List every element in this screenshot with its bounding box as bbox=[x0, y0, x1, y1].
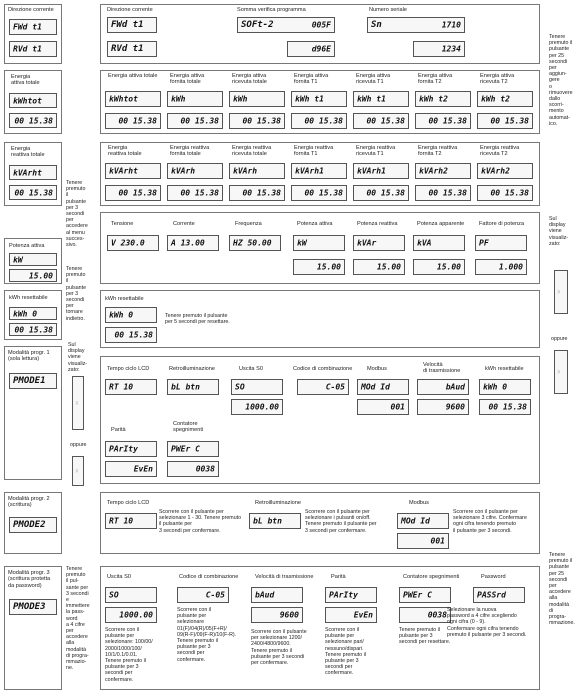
lcd-display: PWEr C bbox=[167, 441, 219, 457]
lcd-display: 00 15.38 bbox=[105, 327, 157, 343]
note-autoscroll: Tenere premuto il pulsante per 25 secondi per aggiun- gere o rimuovere dallo scorri- mento automat- ico. bbox=[549, 34, 573, 127]
note-display: Sul display viene visualiz- zato: bbox=[68, 342, 88, 373]
lcd-display: FWd t1 bbox=[107, 17, 157, 33]
lcd-display: 00 15.38 bbox=[9, 113, 57, 128]
lcd-display: 00 15.38 bbox=[479, 399, 531, 415]
lcd-display: EvEn bbox=[325, 607, 377, 623]
lcd-display: kVArh bbox=[167, 163, 223, 179]
oppure-label: oppure bbox=[70, 442, 87, 448]
energy-item bbox=[353, 71, 411, 133]
label: Modbus bbox=[409, 500, 429, 506]
note: Scorrere con il pulsante per selezionare 1200/ 2400/4800/9600. Tenere premuto il pulsante per 3 secondi per confermare. bbox=[251, 629, 307, 667]
lcd-display: 00 15.38 bbox=[415, 185, 471, 201]
lcd-display: kVArh bbox=[229, 163, 285, 179]
lcd-display: A 13.00 bbox=[167, 235, 219, 251]
label: Potenza reattiva bbox=[357, 221, 398, 227]
label: Energia attiva totale bbox=[108, 73, 158, 79]
lcd-display: kVArh2 bbox=[477, 163, 533, 179]
label: Uscita S0 bbox=[239, 366, 263, 372]
energy-item bbox=[229, 143, 287, 205]
lcd-display: PMODE3 bbox=[9, 599, 57, 615]
lcd-display: kVArh1 bbox=[291, 163, 347, 179]
lcd-display: kWh 0 bbox=[9, 307, 57, 320]
lcd-display: RVd t1 bbox=[9, 41, 57, 57]
energy-item bbox=[167, 71, 225, 133]
note: Tenere premuto il pulsante per 3 secondi per resettare. bbox=[399, 627, 451, 646]
label: kWh resettabile bbox=[9, 295, 48, 301]
lcd-display: SO bbox=[105, 587, 157, 603]
vertical-lcd: x bbox=[554, 350, 568, 394]
lcd-display: kWh t1 bbox=[353, 91, 409, 107]
label: Tempo ciclo LCD bbox=[107, 500, 150, 506]
label: Velocità di trasmissione bbox=[255, 574, 314, 580]
note: Scorrere con il pulsante per selezionare 1 - 30. Tenere premuto il pulsante per 3 secondi per confermare. bbox=[159, 509, 242, 534]
left-kwh-reset-box bbox=[4, 290, 62, 340]
lcd-display: kVArht bbox=[9, 165, 57, 180]
lcd-display: d96E bbox=[287, 41, 335, 57]
note-back: Tenere premuto il pulsante per 3 secondi per tornare indietro. bbox=[66, 266, 87, 322]
label: Modalità progr. 1 (sola lettura) bbox=[8, 350, 50, 363]
lcd-display: kWh t1 bbox=[291, 91, 347, 107]
lcd-display: 00 15.38 bbox=[353, 113, 409, 129]
lcd-display: kWh 0 bbox=[105, 307, 157, 323]
lcd-display: kW bbox=[293, 235, 345, 251]
label: Retroilluminazione bbox=[255, 500, 302, 506]
lcd-display: 001 bbox=[397, 533, 449, 549]
lcd-display: kVA bbox=[413, 235, 465, 251]
label: Energia attiva ricevuta T2 bbox=[480, 73, 515, 86]
lcd-display: PMODE1 bbox=[9, 373, 57, 389]
label: Energia attiva ricevuta totale bbox=[232, 73, 267, 86]
label: Energia attiva totale bbox=[11, 74, 40, 87]
row8-box bbox=[100, 566, 540, 690]
lcd-display: PArIty bbox=[325, 587, 377, 603]
lcd-display: kWh bbox=[229, 91, 285, 107]
label: Potenza apparente bbox=[417, 221, 465, 227]
energy-item bbox=[353, 143, 411, 205]
lcd-display: 00 15.38 bbox=[9, 323, 57, 336]
row1-box bbox=[100, 4, 540, 64]
lcd-display: kVAr bbox=[353, 235, 405, 251]
lcd-display: kWh t2 bbox=[415, 91, 471, 107]
label: Potenza attiva bbox=[9, 243, 45, 249]
note: Scorrere con il pulsante per selezionare 3 cifre. Confermare ogni cifra tenendo premuto il pulsante per 3 secondi. bbox=[453, 509, 527, 534]
lcd-display: 00 15.38 bbox=[167, 185, 223, 201]
lcd-display: kVArh2 bbox=[415, 163, 471, 179]
label: Codice di combinazione bbox=[293, 366, 353, 372]
note-prog-mode: Tenere premuto il pulsante per 25 secondi per accedere alla modalità di progra- mmazione. bbox=[549, 552, 575, 627]
lcd-display: 15.00 bbox=[413, 259, 465, 275]
label: Fattore di potenza bbox=[479, 221, 525, 227]
row4-box bbox=[100, 212, 540, 284]
lcd-display: 00 15.38 bbox=[9, 185, 57, 200]
label: Password bbox=[481, 574, 506, 580]
lcd-display: MOd Id bbox=[357, 379, 409, 395]
note: Scorrere con il pulsante per selezionare: 100/00/ 2000/1000/100/ 10/1/0.1/0.01. Tenere premuto il pulsante per 3 secondi per confermare. bbox=[105, 627, 153, 683]
label: kWh resettabile bbox=[485, 366, 524, 372]
row7-box bbox=[100, 492, 540, 554]
row2-box bbox=[100, 70, 540, 134]
energy-item bbox=[105, 143, 163, 205]
energy-item bbox=[291, 71, 349, 133]
label: Modalità progr. 3 (scrittura protetta da password) bbox=[8, 570, 51, 589]
lcd-display: RT 10 bbox=[105, 513, 157, 529]
row6-box bbox=[100, 356, 540, 484]
label: Energia reattiva ricevuta T2 bbox=[480, 145, 520, 158]
lcd-display: 00 15.38 bbox=[291, 185, 347, 201]
label: Direzione corrente bbox=[107, 7, 153, 13]
note: Scorrere con il pulsante per selezionare 01(F)/04(R)/05(F+R)/ 09(R-F)/09(F-R)/10(F-R). Tenere premuto il pulsante per 3 secondi per confermare. bbox=[177, 607, 237, 663]
lcd-display: bAud bbox=[417, 379, 469, 395]
label: Energia attiva fornita T2 bbox=[418, 73, 453, 86]
lcd-display: 15.00 bbox=[353, 259, 405, 275]
lcd-display: PASSrd bbox=[473, 587, 525, 603]
lcd-display: kVArh1 bbox=[353, 163, 409, 179]
label: Energia attiva fornita T1 bbox=[294, 73, 329, 86]
label: Energia reattiva fornita totale bbox=[170, 145, 210, 158]
lcd-display: kWhtot bbox=[105, 91, 161, 107]
lcd-display: kWhtot bbox=[9, 93, 57, 108]
label: Tempo ciclo LCD bbox=[107, 366, 150, 372]
lcd-display: 9600 bbox=[417, 399, 469, 415]
left-energy-reactive-box bbox=[4, 142, 62, 206]
lcd-display: 00 15.38 bbox=[291, 113, 347, 129]
lcd-display: 00 15.38 bbox=[353, 185, 409, 201]
lcd-display: 00 15.38 bbox=[229, 185, 285, 201]
lcd-display: 00 15.38 bbox=[105, 185, 161, 201]
oppure-label: oppure bbox=[551, 336, 568, 342]
energy-item bbox=[105, 71, 163, 133]
left-mod3-box bbox=[4, 566, 62, 690]
note-display: Sul display viene visualiz- zato: bbox=[549, 216, 569, 247]
lcd-display: kWh 0 bbox=[479, 379, 531, 395]
label: Somma verifica programma bbox=[237, 7, 306, 13]
lcd-display: Sn 1710 bbox=[367, 17, 465, 33]
lcd-display: 00 15.38 bbox=[229, 113, 285, 129]
lcd-display: RVd t1 bbox=[107, 41, 157, 57]
lcd-display: 0038 bbox=[399, 607, 451, 623]
lcd-display: PMODE2 bbox=[9, 517, 57, 533]
lcd-display: 15.00 bbox=[9, 269, 57, 282]
label: Energia reattiva ricevuta totale bbox=[232, 145, 272, 158]
label: kWh resettabile bbox=[105, 296, 144, 302]
lcd-display: 00 15.38 bbox=[415, 113, 471, 129]
lcd-display: 00 15.38 bbox=[167, 113, 223, 129]
row5-box bbox=[100, 290, 540, 348]
note: Tenere premuto il pulsante per 5 secondi per resettare. bbox=[165, 313, 230, 326]
label: Uscita S0 bbox=[107, 574, 131, 580]
lcd-display: 00 15.38 bbox=[105, 113, 161, 129]
label: Contatore spegnimenti bbox=[403, 574, 460, 580]
energy-item bbox=[477, 71, 535, 133]
energy-item bbox=[415, 71, 473, 133]
lcd-display: 001 bbox=[357, 399, 409, 415]
lcd-display: 1234 bbox=[413, 41, 465, 57]
lcd-display: PWEr C bbox=[399, 587, 451, 603]
lcd-display: HZ 50.00 bbox=[229, 235, 281, 251]
lcd-display: C-05 bbox=[177, 587, 229, 603]
label: Direzione corrente bbox=[8, 7, 54, 13]
note-password: Tenere premuto il pul- sante per 3 secondi e immettere la pass- word a 4 cifre per accedere alla modalità di progra- mmazio- ne. bbox=[66, 566, 90, 672]
lcd-display: C-05 bbox=[297, 379, 349, 395]
energy-item bbox=[415, 143, 473, 205]
left-energy-active-box bbox=[4, 70, 62, 134]
energy-item bbox=[229, 71, 287, 133]
lcd-display: SOFt-2 005F bbox=[237, 17, 335, 33]
lcd-display: RT 10 bbox=[105, 379, 157, 395]
lcd-display: 1.000 bbox=[475, 259, 527, 275]
vertical-lcd: x bbox=[72, 376, 84, 430]
lcd-display: bAud bbox=[251, 587, 303, 603]
lcd-display: EvEn bbox=[105, 461, 157, 477]
label: Contatore spegnimenti bbox=[173, 421, 204, 434]
label: Energia reattiva totale bbox=[11, 146, 45, 159]
lcd-display: kWh t2 bbox=[477, 91, 533, 107]
vertical-lcd: x bbox=[554, 270, 568, 314]
label: Velocità di trasmissione bbox=[423, 362, 461, 375]
note-next-menu: Tenere premuto il pulsante per 3 secondi per accedere al menu succes- sivo. bbox=[66, 180, 88, 249]
left-mod1-box bbox=[4, 346, 62, 480]
label: Energia reattiva ricevuta T1 bbox=[356, 145, 396, 158]
label: Modbus bbox=[367, 366, 387, 372]
label: Potenza attiva bbox=[297, 221, 333, 227]
note: Scorrere con il pulsante per selezionare i pulsanti on/off. Tenere premuto il pulsante per 3 secondi per confermare. bbox=[305, 509, 377, 534]
lcd-display: PArIty bbox=[105, 441, 157, 457]
lcd-display: PF bbox=[475, 235, 527, 251]
label: Corrente bbox=[173, 221, 195, 227]
label: Frequenza bbox=[235, 221, 262, 227]
energy-item bbox=[167, 143, 225, 205]
lcd-display: kW bbox=[9, 253, 57, 266]
note: Selezionare la nuova password a 4 cifre scegliendo ogni cifra (0 - 9). Confermare ogni cifra tenendo premuto il pulsante per 3 secondi. bbox=[447, 607, 527, 638]
left-dir-box bbox=[4, 4, 62, 64]
label: Retroilluminazione bbox=[169, 366, 216, 372]
note: Scorrere con il pulsante per selezionare pari/ nessuno/dispari. Tenere premuto il pulsante per 3 secondi per confermare. bbox=[325, 627, 366, 677]
label: Modalità progr. 2 (scrittura) bbox=[8, 496, 50, 509]
label: Tensione bbox=[111, 221, 134, 227]
label: Parità bbox=[111, 427, 126, 433]
label: Energia reattiva fornita T1 bbox=[294, 145, 334, 158]
lcd-display: V 230.0 bbox=[107, 235, 159, 251]
left-mod2-box bbox=[4, 492, 62, 554]
lcd-display: 15.00 bbox=[293, 259, 345, 275]
row3-box bbox=[100, 142, 540, 206]
label: Energia attiva fornita totale bbox=[170, 73, 205, 86]
label: Energia attiva ricevuta T1 bbox=[356, 73, 391, 86]
vertical-lcd: x bbox=[72, 456, 84, 486]
lcd-display: kVArht bbox=[105, 163, 161, 179]
energy-item bbox=[477, 143, 535, 205]
lcd-display: FWd t1 bbox=[9, 19, 57, 35]
left-potenza-box bbox=[4, 238, 62, 284]
lcd-display: 00 15.38 bbox=[477, 185, 533, 201]
lcd-display: bL btn bbox=[167, 379, 219, 395]
lcd-display: 1000.00 bbox=[105, 607, 157, 623]
label: Codice di combinazione bbox=[179, 574, 239, 580]
lcd-display: 9600 bbox=[251, 607, 303, 623]
label: Energia reattiva fornita T2 bbox=[418, 145, 458, 158]
lcd-display: bL btn bbox=[249, 513, 301, 529]
label: Numero seriale bbox=[369, 7, 407, 13]
lcd-display: 0038 bbox=[167, 461, 219, 477]
label: Energia reattiva totale bbox=[108, 145, 142, 158]
lcd-display: MOd Id bbox=[397, 513, 449, 529]
lcd-display: SO bbox=[231, 379, 283, 395]
energy-item bbox=[291, 143, 349, 205]
lcd-display: kWh bbox=[167, 91, 223, 107]
lcd-display: 00 15.38 bbox=[477, 113, 533, 129]
label: Parità bbox=[331, 574, 346, 580]
lcd-display: 1000.00 bbox=[231, 399, 283, 415]
